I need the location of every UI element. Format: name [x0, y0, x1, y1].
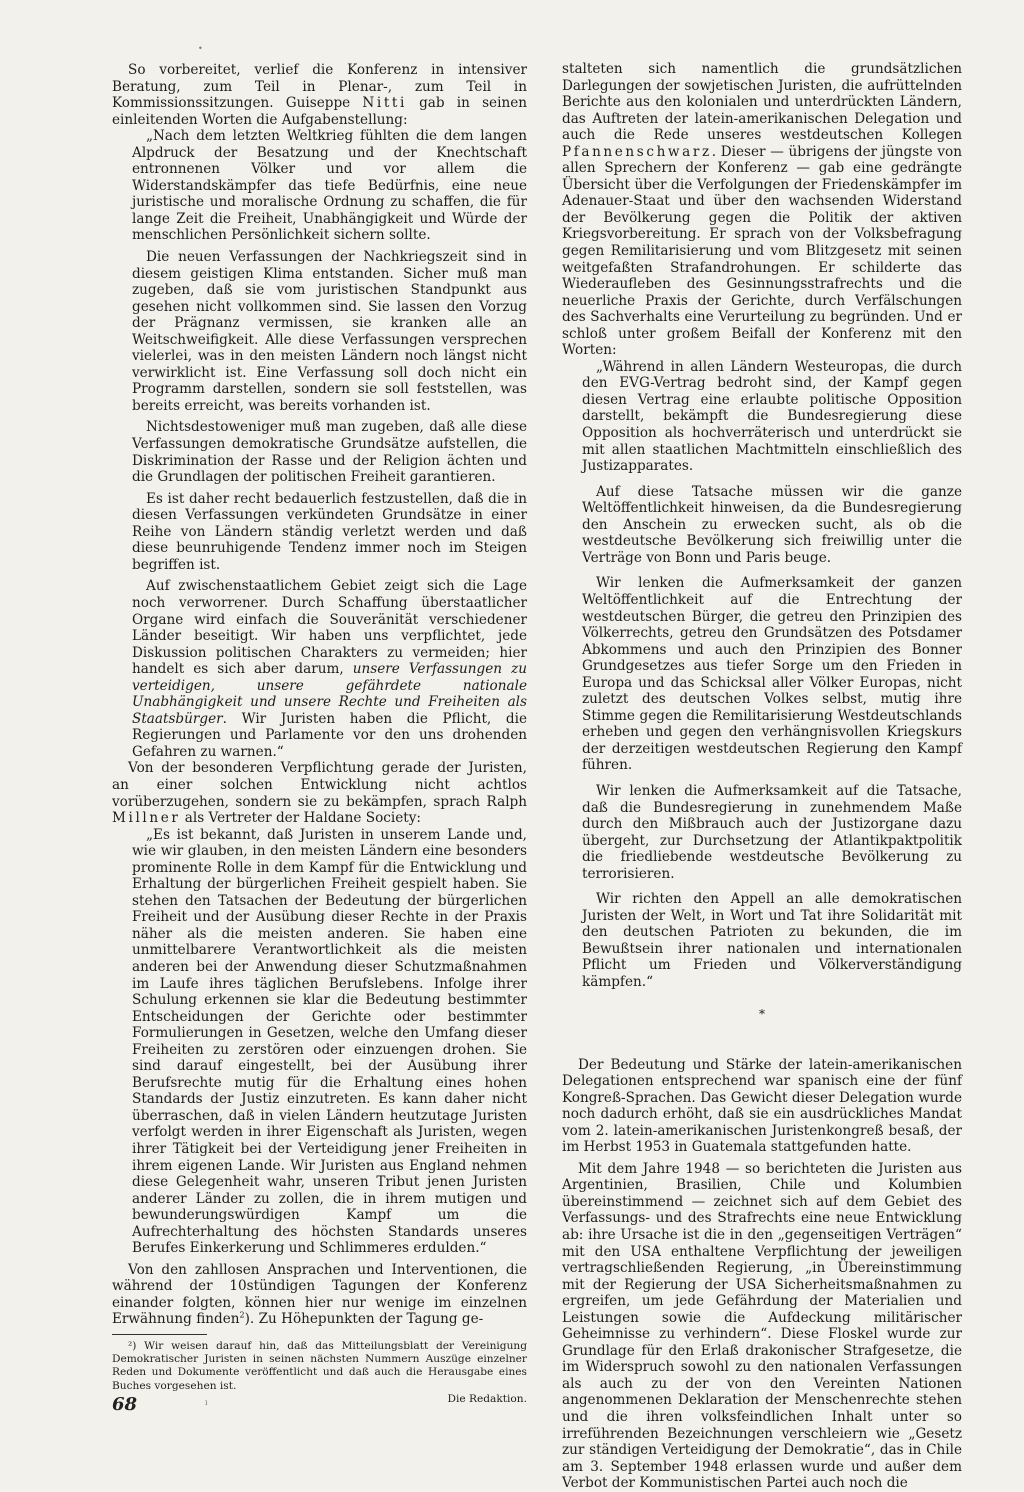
- right-column: [562, 61, 962, 1492]
- quote-paragraph: „Während in allen Ländern Westeuropas, die durch den EVG-Vertrag bedroht sind, der Kampf gegen diesen Vertrag eine erlaubte politische Opposition darstellt, bekämpft die Bundesregierung diese Opposition als hochverräterisch und unterdrückt sie mit allen staatlichen Machtmitteln einschließlich des Justizapparates.: [582, 358, 962, 475]
- footnote-divider: [112, 1334, 207, 1335]
- scan-speck: ı: [205, 1398, 208, 1407]
- quote-paragraph: Wir lenken die Aufmerksamkeit auf die Tatsache, daß die Bundesregierung in zunehmendem Maße durch den Mißbrauch auch der Justizorgane dazu übergeht, zur Durchsetzung der Atlantikpaktpolitik die friedliebende westdeutsche Bevölkerung zu terrorisieren.: [582, 782, 962, 882]
- quote-paragraph: Wir richten den Appell an alle demokratischen Juristen der Welt, in Wort und Tat ihre Solidarität mit den deutschen Patrioten zu bekunden, die im Bewußtsein ihrer nationalen und internationalen Pflicht um Frieden und Völkerverständigung kämpfen.“: [582, 891, 962, 990]
- page-number: 68: [112, 1394, 138, 1415]
- footnote-text: ²) Wir weisen darauf hin, daß das Mitteilungsblatt der Vereinigung Demokratischer Juristen in seinen nächsten Nummern Auszüge einzelner Reden und Dokumente veröffentlicht und daß auch die Herausgabe eines Buches vorgesehen ist.: [112, 1340, 527, 1392]
- paragraph: Von den zahllosen Ansprachen und Interventionen, die während der 10stündigen Tagungen der Konferenz einander folgten, können hier nur wenige im einzelnen Erwähnung finden$^2$). Zu Höhepunkten der Tagung ge-: [112, 1261, 527, 1328]
- scan-speck: •: [198, 44, 203, 53]
- section-separator: *: [759, 1006, 765, 1021]
- quote-paragraph: „Es ist bekannt, daß Juristen in unserem Lande und, wie wir glauben, in den meisten Ländern eine besonders prominente Rolle in dem Kampf für die Entwicklung und Erhaltung der bürgerlichen Freiheit gespielt haben. Sie stehen den Tatsachen der Bedeutung der bürgerlichen Freiheit und der Ausübung dieser Rechte in der Praxis näher als die meisten anderen. Sie haben eine unmittelbarere Verantwortlichkeit als die meisten anderen bei der Anwendung dieser Schutzmaßnahmen im Laufe ihres täglichen Berufslebens. Infolge ihrer Schulung erkennen sie klar die Bedeutung bestimmter Entscheidungen der Gerichte oder bestimmter Formulierungen in Gesetzen, welche den Umfang dieser Freiheiten zu zerstören oder einzuengen drohen. Sie sind darauf eingestellt, bei der Ausübung ihrer Berufsrechte mutig für die Erhaltung eines hohen Standards der Justiz einzutreten. Es kann daher nicht überraschen, daß in vielen Ländern heutzutage Juristen verfolgt werden in ihrer Eigenschaft als Juristen, wegen ihrer Tätigkeit bei der Verteidigung jener Freiheiten in ihrem eigenen Lande. Wir Juristen aus England nehmen diese Gelegenheit wahr, unseren Tribut jenen Juristen anderer Länder zu zollen, die in ihrem mutigen und bewunderungswürdigen Kampf um die Aufrechterhaltung des höchsten Standards unseres Berufes Einkerkerung und Schlimmeres erdulden.“: [132, 826, 527, 1257]
- paragraph: Der Bedeutung und Stärke der latein-amerikanischen Delegationen entsprechend war spanisch eine der fünf Kongreß-Sprachen. Das Gewicht dieser Delegation wurde noch dadurch erhöht, daß sie ein ausdrückliches Mandat vom 2. latein-amerikanischen Juristenkongreß besaß, der im Herbst 1953 in Guatemala stattgefunden hatte.: [562, 1056, 962, 1156]
- quote-paragraph: „Nach dem letzten Weltkrieg fühlten die dem langen Alpdruck der Besatzung und der Knechtschaft entronnenen Völker und vor allem die Widerstandskämpfer das tiefe Bedürfnis, eine neue juristische und moralische Ordnung zu schaffen, die für lange Zeit die Freiheit, Unabhängigkeit und Würde der menschlichen Persönlichkeit sichern sollte.: [132, 128, 527, 244]
- footnote-signature: Die Redaktion.: [447, 1392, 527, 1405]
- footnote: [112, 1340, 527, 1406]
- paragraph: stalteten sich namentlich die grundsätzlichen Darlegungen der sowjetischen Juristen, die aufrüttelnden Berichte aus den kolonialen und unterdrückten Ländern, das Auftreten der latein-amerikanischen Delegation und auch die Rede unseres westdeutschen Kollegen Pfannenschwarz. Dieser — übrigens der jüngste von allen Sprechern der Konferenz — gab eine gedrängte Übersicht über die Verfolgungen der Friedenskämpfer im Adenauer-Staat und über den wachsenden Widerstand der Bevölkerung gegen die Politik der aktiven Kriegsvorbereitung. Er sprach von der Volksbefragung gegen Remilitarisierung und vom Blitzgesetz mit seinen weitgefaßten Strafandrohungen. Er schilderte das Wiederaufleben des Gesinnungsstrafrechts und die neuerliche Praxis der Gerichte, durch Verfälschungen des Sachverhalts eine Verurteilung zu begründen. Und er schloß unter großem Beifall der Konferenz mit den Worten:: [562, 61, 962, 359]
- paragraph: So vorbereitet, verlief die Konferenz in intensiver Beratung, zum Teil in Plenar-, zum Teil in Kommissionssitzungen. Guiseppe Nitti gab in seinen einleitenden Worten die Aufgabenstellung:: [112, 62, 528, 128]
- quote-paragraph: Auf zwischenstaatlichem Gebiet zeigt sich die Lage noch verworrener. Durch Schaffung überstaatlicher Organe wird einfach die Souveränität verschiedener Länder beseitigt. Wir haben uns verpflichtet, jede Diskussion politischen Charakters zu vermeiden; hier handelt es sich aber darum, unsere Verfassungen zu verteidigen, unsere gefährdete nationale Unabhängigkeit und unsere Rechte und Freiheiten als Staatsbürger. Wir Juristen haben die Pflicht, die Regierungen und Parlamente vor den uns drohenden Gefahren zu warnen.“: [132, 578, 528, 760]
- quote-paragraph: Es ist daher recht bedauerlich festzustellen, daß die in diesen Verfassungen verkündeten Grundsätze in einer Reihe von Ländern ständig verletzt werden und daß diese beunruhigende Tendenz immer noch im Steigen begriffen ist.: [132, 490, 527, 573]
- quote-paragraph: Wir lenken die Aufmerksamkeit der ganzen Weltöffentlichkeit auf die Entrechtung der westdeutschen Bürger, die getreu den Prinzipien des Völkerrechts, getreu den Grundsätzen des Potsdamer Abkommens und auch den Prinzipien des Bonner Grundgesetzes aus tiefer Sorge um den Frieden in Europa und das Schicksal aller Völker Europas, nicht zuletzt des deutschen Volkes selbst, mutig ihre Stimme gegen die Remilitarisierung Westdeutschlands erheben und gegen den verhängnisvollen Kriegskurs der derzeitigen westdeutschen Regierung den Kampf führen.: [582, 575, 962, 774]
- quote-paragraph: Die neuen Verfassungen der Nachkriegszeit sind in diesem geistigen Klima entstanden. Sicher muß man zugeben, daß sie vom juristischen Standpunkt aus gesehen nicht vollkommen sind. Sie lassen den Vorzug der Prägnanz vermissen, sie kranken alle an Weitschweifigkeit. Alle diese Verfassungen versprechen vielerlei, was in den meisten Ländern noch längst nicht verwirklicht ist. Eine Verfassung soll doch nicht ein Programm darstellen, sondern sie soll feststellen, was bereits erreicht, was bereits vorhanden ist.: [132, 249, 527, 414]
- paragraph: Mit dem Jahre 1948 — so berichteten die Juristen aus Argentinien, Brasilien, Chile und Kolumbien übereinstimmend — zeichnet sich auf dem Gebiet des Verfassungs- und des Strafrechts eine neue Entwicklung ab: ihre Ursache ist die in den „gegenseitigen Verträgen“ mit den USA enthaltene Verpflichtung der jeweiligen vertragschließenden Regierung, „in Übereinstimmung mit der Regierung der USA Sicherheitsmaßnahmen zu ergreifen, um jede Gefährdung der Materialien und Leistungen sowie die Aufdeckung militärischer Geheimnisse zu verhindern“. Diese Floskel wurde zur Grundlage für den Erlaß drakonischer Strafgesetze, die im Widerspruch sowohl zu den nationalen Verfassungen als auch zu der von den Vereinten Nationen angenommenen Deklaration der Menschenrechte stehen und die ihren volksfeindlichen Inhalt unter so irreführenden Bezeichnungen verschleiern wie „Gesetz zur ständigen Verteidigung der Demokratie“, das in Chile am 3. September 1948 erlassen wurde und außer dem Verbot der Kommunistischen Partei auch noch die: [562, 1160, 962, 1492]
- quote-paragraph: Auf diese Tatsache müssen wir die ganze Weltöffentlichkeit hinweisen, da die Bundesregierung den Anschein zu erwecken sucht, als ob die westdeutsche Bevölkerung sich freiwillig unter die Verträge von Bonn und Paris beuge.: [582, 483, 962, 566]
- left-column: [112, 62, 527, 1406]
- quote-paragraph: Nichtsdestoweniger muß man zugeben, daß alle diese Verfassungen demokratische Grundsätze aufstellen, die Diskrimination der Rasse und der Religion ächten und die Grundlagen der politischen Freiheit garantieren.: [132, 419, 527, 486]
- paragraph: Von der besonderen Verpflichtung gerade der Juristen, an einer solchen Entwicklung nicht achtlos vorüberzugehen, sondern sie zu bekämpfen, sprach Ralph Millner als Vertreter der Haldane Society:: [112, 760, 527, 827]
